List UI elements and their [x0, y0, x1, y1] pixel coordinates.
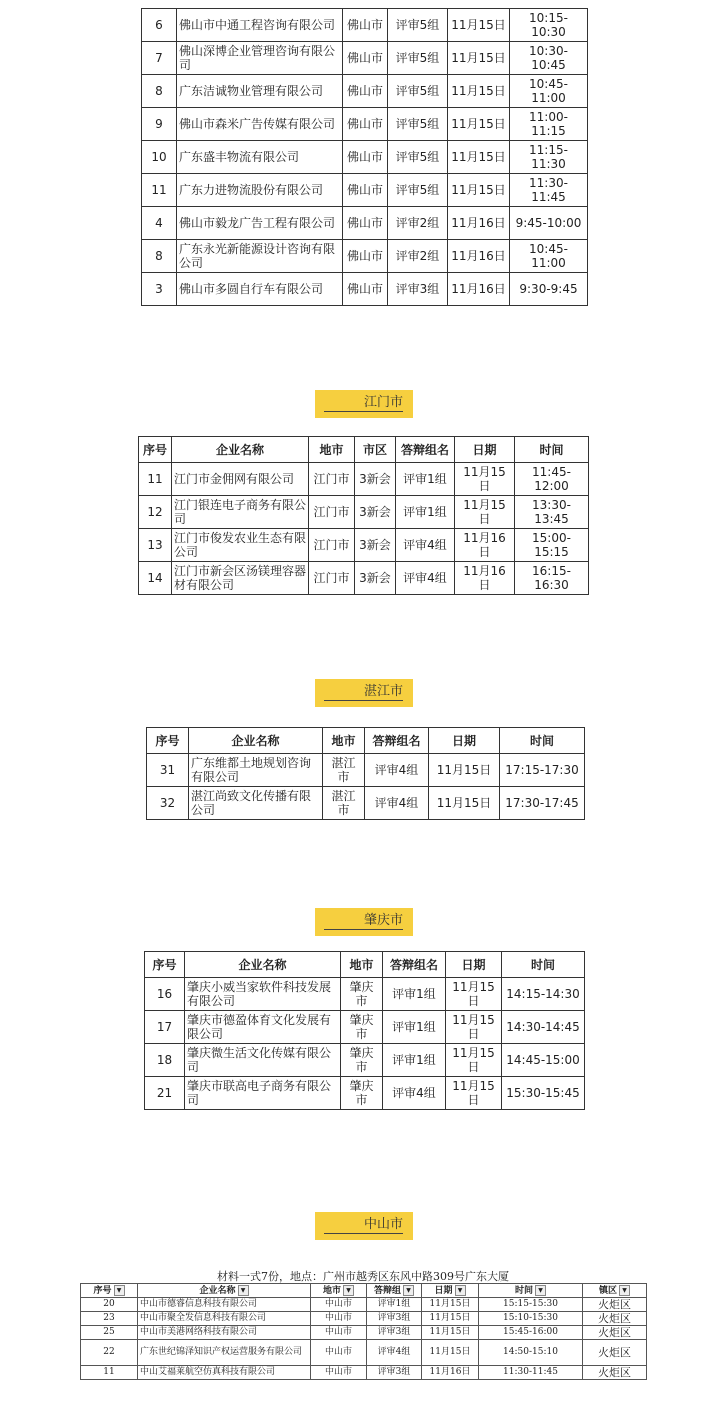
table-cell: 14:50-15:10: [479, 1340, 583, 1366]
table-cell: 评审2组: [388, 207, 448, 240]
company-name-cell: 中山艾福莱航空仿真科技有限公司: [138, 1366, 311, 1380]
column-header[interactable]: [422, 1284, 479, 1298]
table-cell: 15:45-16:00: [479, 1326, 583, 1340]
table-cell: 湛江市: [323, 754, 365, 787]
column-header-label: 时间: [539, 442, 564, 457]
zhongshan-caption: 材料一式7份，地点：广州市越秀区东风中路309号广东大厦: [217, 1270, 509, 1283]
city-label-text: 湛江市: [324, 683, 403, 701]
column-header-label: 地市: [322, 1285, 341, 1296]
city-label-text: 江门市: [324, 394, 403, 412]
table-row: [147, 787, 585, 820]
table-cell: 10: [142, 141, 177, 174]
column-header-label: 市区: [362, 442, 387, 457]
table-cell: 肇庆市: [341, 1044, 383, 1077]
column-header: [365, 728, 429, 754]
table-cell: 江门市: [309, 562, 355, 595]
table-cell: 9:45-10:00: [510, 207, 588, 240]
table-cell: 16:15-16:30: [515, 562, 589, 595]
column-header-label: 序号: [155, 733, 180, 748]
table-cell: 评审3组: [367, 1326, 422, 1340]
table-cell: 23: [81, 1312, 138, 1326]
table-row: [81, 1298, 647, 1312]
table-cell: 11月15日: [448, 9, 510, 42]
table-cell: 12: [139, 496, 172, 529]
company-name-cell: 广东世纪锦泽知识产权运营服务有限公司: [138, 1340, 311, 1366]
column-header-label: 序号: [152, 957, 177, 972]
table-row: [142, 207, 588, 240]
company-name-cell: 江门市金佣网有限公司: [172, 463, 309, 496]
table-cell: 11月15日: [448, 42, 510, 75]
table-cell: 佛山市: [343, 207, 388, 240]
table-cell: 15:30-15:45: [502, 1077, 585, 1110]
table-cell: 11月15日: [422, 1326, 479, 1340]
table-cell: 江门市: [309, 463, 355, 496]
table-cell: 评审5组: [388, 9, 448, 42]
table-cell: 17:15-17:30: [500, 754, 585, 787]
column-header-label: 日期: [461, 957, 486, 972]
city-label-text: 中山市: [324, 1216, 403, 1234]
table-cell: 肇庆市: [341, 978, 383, 1011]
column-header: [309, 437, 355, 463]
table-cell: 火炬区: [583, 1312, 647, 1326]
table-row: [81, 1312, 647, 1326]
column-header: [189, 728, 323, 754]
table-cell: 评审5组: [388, 42, 448, 75]
column-header-label: 日期: [472, 442, 497, 457]
company-name-cell: 肇庆小威当家软件科技发展有限公司: [185, 978, 341, 1011]
table-row: [81, 1340, 647, 1366]
table-cell: 评审1组: [383, 978, 446, 1011]
table-row: [147, 754, 585, 787]
column-header-label: 序号: [142, 442, 167, 457]
table-cell: 17:30-17:45: [500, 787, 585, 820]
table-row: [145, 1011, 585, 1044]
table-cell: 16: [145, 978, 185, 1011]
column-header-label: 企业名称: [238, 957, 287, 972]
table-cell: 15:00-15:15: [515, 529, 589, 562]
company-name-cell: 佛山市多圆自行车有限公司: [177, 273, 343, 306]
table-cell: 15:15-15:30: [479, 1298, 583, 1312]
table-cell: 11月15日: [448, 174, 510, 207]
table-cell: 中山市: [311, 1326, 367, 1340]
table-cell: 11月15日: [448, 75, 510, 108]
column-header-label: 企业名称: [215, 442, 264, 457]
table-row: [142, 75, 588, 108]
column-header-label: 企业名称: [199, 1285, 236, 1296]
table-cell: 10:45-11:00: [510, 75, 588, 108]
table-cell: 3新会: [355, 562, 396, 595]
table-cell: 11: [139, 463, 172, 496]
table-cell: 佛山市: [343, 75, 388, 108]
table-cell: 评审4组: [365, 787, 429, 820]
filter-dropdown-icon[interactable]: ▼: [343, 1285, 354, 1296]
table-cell: 湛江市: [323, 787, 365, 820]
table-cell: 评审5组: [388, 75, 448, 108]
column-header[interactable]: [138, 1284, 311, 1298]
table-cell: 评审3组: [367, 1312, 422, 1326]
company-name-cell: 中山市美港网络科技有限公司: [138, 1326, 311, 1340]
column-header: [172, 437, 309, 463]
table-cell: 江门市: [309, 496, 355, 529]
table-cell: 3新会: [355, 529, 396, 562]
table-cell: 江门市: [309, 529, 355, 562]
column-header: [515, 437, 589, 463]
table-row: [142, 273, 588, 306]
zhaoqing-table: [144, 951, 585, 1110]
table-cell: 11月15日: [422, 1298, 479, 1312]
table-row: [142, 9, 588, 42]
column-header-label: 日期: [434, 1285, 453, 1296]
company-name-cell: 肇庆市联高电子商务有限公司: [185, 1077, 341, 1110]
column-header[interactable]: [479, 1284, 583, 1298]
jiangmen-table: [138, 436, 589, 595]
table-cell: 佛山市: [343, 273, 388, 306]
company-name-cell: 广东洁诚物业管理有限公司: [177, 75, 343, 108]
table-cell: 火炬区: [583, 1326, 647, 1340]
column-header: [396, 437, 455, 463]
column-header-label: 时间: [530, 957, 555, 972]
column-header: [355, 437, 396, 463]
column-header-label: 答辩组名: [400, 442, 449, 457]
company-name-cell: 佛山市森米广告传媒有限公司: [177, 108, 343, 141]
column-header-label: 时间: [514, 1285, 533, 1296]
column-header[interactable]: [367, 1284, 422, 1298]
table-cell: 11月15日: [455, 463, 515, 496]
table-cell: 中山市: [311, 1312, 367, 1326]
table-row: [142, 141, 588, 174]
table-cell: 火炬区: [583, 1366, 647, 1380]
table-cell: 13:30-13:45: [515, 496, 589, 529]
table-cell: 3: [142, 273, 177, 306]
table-cell: 评审3组: [367, 1366, 422, 1380]
company-name-cell: 肇庆微生活文化传媒有限公司: [185, 1044, 341, 1077]
table-cell: 11月15日: [446, 978, 502, 1011]
table-cell: 11月15日: [448, 108, 510, 141]
column-header: [455, 437, 515, 463]
table-cell: 评审4组: [396, 562, 455, 595]
table-row: [142, 42, 588, 75]
table-cell: 肇庆市: [341, 1077, 383, 1110]
table-cell: 7: [142, 42, 177, 75]
filter-dropdown-icon[interactable]: ▼: [114, 1285, 125, 1296]
table-row: [81, 1366, 647, 1380]
table-cell: 11月16日: [455, 529, 515, 562]
column-header-label: 时间: [529, 733, 554, 748]
table-row: [81, 1326, 647, 1340]
table-cell: 佛山市: [343, 240, 388, 273]
company-name-cell: 广东盛丰物流有限公司: [177, 141, 343, 174]
company-name-cell: 中山市德睿信息科技有限公司: [138, 1298, 311, 1312]
column-header: [429, 728, 500, 754]
table-cell: 评审1组: [383, 1044, 446, 1077]
table-cell: 8: [142, 240, 177, 273]
table-cell: 评审3组: [388, 273, 448, 306]
table-cell: 中山市: [311, 1298, 367, 1312]
city-label-jiangmen: [315, 390, 413, 418]
table-cell: 评审5组: [388, 174, 448, 207]
company-name-cell: 江门市新会区汤镁理容器材有限公司: [172, 562, 309, 595]
table-cell: 中山市: [311, 1340, 367, 1366]
table-cell: 11月16日: [448, 273, 510, 306]
table-cell: 11月15日: [429, 787, 500, 820]
column-header: [446, 952, 502, 978]
table-cell: 11:30-11:45: [479, 1366, 583, 1380]
table-row: [142, 174, 588, 207]
column-header-label: 序号: [93, 1285, 112, 1296]
table-cell: 10:15-10:30: [510, 9, 588, 42]
table-cell: 11月15日: [422, 1312, 479, 1326]
column-header[interactable]: [583, 1284, 647, 1298]
table-cell: 评审4组: [365, 754, 429, 787]
table-cell: 18: [145, 1044, 185, 1077]
table-cell: 22: [81, 1340, 138, 1366]
table-cell: 11月15日: [446, 1077, 502, 1110]
column-header: [139, 437, 172, 463]
table-cell: 11月15日: [446, 1044, 502, 1077]
city-label-zhongshan: [315, 1212, 413, 1240]
table-cell: 8: [142, 75, 177, 108]
table-cell: 10:30-10:45: [510, 42, 588, 75]
table-cell: 11月15日: [422, 1340, 479, 1366]
filter-dropdown-icon[interactable]: ▼: [535, 1285, 546, 1296]
company-name-cell: 江门银连电子商务有限公司: [172, 496, 309, 529]
table-cell: 11:30-11:45: [510, 174, 588, 207]
table-cell: 评审2组: [388, 240, 448, 273]
table-cell: 14:45-15:00: [502, 1044, 585, 1077]
table-cell: 佛山市: [343, 9, 388, 42]
company-name-cell: 中山市聚全发信息科技有限公司: [138, 1312, 311, 1326]
column-header: [323, 728, 365, 754]
table-cell: 评审1组: [396, 463, 455, 496]
table-cell: 佛山市: [343, 174, 388, 207]
column-header: [147, 728, 189, 754]
table-row: [145, 1044, 585, 1077]
table-cell: 佛山市: [343, 42, 388, 75]
table-row: [142, 240, 588, 273]
table-cell: 11:15-11:30: [510, 141, 588, 174]
column-header: [500, 728, 585, 754]
table-cell: 评审4组: [383, 1077, 446, 1110]
table-cell: 21: [145, 1077, 185, 1110]
zhanjiang-table: [146, 727, 585, 820]
table-cell: 11月16日: [422, 1366, 479, 1380]
column-header-label: 答辩组名: [372, 733, 421, 748]
table-cell: 17: [145, 1011, 185, 1044]
city-label-zhaoqing: [315, 908, 413, 936]
table-cell: 11: [81, 1366, 138, 1380]
table-cell: 25: [81, 1326, 138, 1340]
table-cell: 20: [81, 1298, 138, 1312]
column-header: [383, 952, 446, 978]
column-header-label: 地市: [319, 442, 344, 457]
column-header-label: 答辩组名: [389, 957, 438, 972]
company-name-cell: 佛山市毅龙广告工程有限公司: [177, 207, 343, 240]
filter-dropdown-icon[interactable]: ▼: [619, 1285, 630, 1296]
table-cell: 评审5组: [388, 141, 448, 174]
table-cell: 火炬区: [583, 1298, 647, 1312]
table-cell: 评审5组: [388, 108, 448, 141]
column-header-label: 日期: [451, 733, 476, 748]
table-cell: 佛山市: [343, 108, 388, 141]
table-cell: 10:45-11:00: [510, 240, 588, 273]
table-cell: 14:15-14:30: [502, 978, 585, 1011]
company-name-cell: 广东维都土地规划咨询有限公司: [189, 754, 323, 787]
table-cell: 11月15日: [455, 496, 515, 529]
column-header-label: 企业名称: [231, 733, 280, 748]
table-cell: 11月15日: [429, 754, 500, 787]
filter-dropdown-icon[interactable]: ▼: [455, 1285, 466, 1296]
table-row: [145, 978, 585, 1011]
table-row: [139, 562, 589, 595]
column-header-label: 地市: [331, 733, 356, 748]
column-header: [341, 952, 383, 978]
column-header-label: 答辩组: [373, 1285, 401, 1296]
table-cell: 11:45-12:00: [515, 463, 589, 496]
table-cell: 11月16日: [455, 562, 515, 595]
table-cell: 4: [142, 207, 177, 240]
column-header-label: 镇区: [598, 1285, 617, 1296]
column-header[interactable]: [81, 1284, 138, 1298]
column-header: [185, 952, 341, 978]
table-cell: 11月16日: [448, 207, 510, 240]
table-cell: 31: [147, 754, 189, 787]
table-cell: 13: [139, 529, 172, 562]
table-cell: 火炬区: [583, 1340, 647, 1366]
column-header: [502, 952, 585, 978]
company-name-cell: 佛山深博企业管理咨询有限公司: [177, 42, 343, 75]
column-header-label: 地市: [349, 957, 374, 972]
table-cell: 6: [142, 9, 177, 42]
column-header: [145, 952, 185, 978]
table-row: [145, 1077, 585, 1110]
table-cell: 3新会: [355, 496, 396, 529]
company-name-cell: 湛江尚致文化传播有限公司: [189, 787, 323, 820]
table-cell: 评审1组: [396, 496, 455, 529]
table-row: [139, 463, 589, 496]
table-cell: 32: [147, 787, 189, 820]
table-cell: 14: [139, 562, 172, 595]
table-cell: 9: [142, 108, 177, 141]
table-cell: 中山市: [311, 1366, 367, 1380]
company-name-cell: 江门市俊发农业生态有限公司: [172, 529, 309, 562]
company-name-cell: 广东永光新能源设计咨询有限公司: [177, 240, 343, 273]
table-row: [139, 529, 589, 562]
table-cell: 15:10-15:30: [479, 1312, 583, 1326]
table-cell: 评审4组: [367, 1340, 422, 1366]
table-cell: 评审1组: [367, 1298, 422, 1312]
column-header[interactable]: [311, 1284, 367, 1298]
table-cell: 11月16日: [448, 240, 510, 273]
table-cell: 评审1组: [383, 1011, 446, 1044]
table-cell: 14:30-14:45: [502, 1011, 585, 1044]
city-label-text: 肇庆市: [324, 912, 403, 930]
table-row: [139, 496, 589, 529]
table-cell: 3新会: [355, 463, 396, 496]
table-cell: 11:00-11:15: [510, 108, 588, 141]
table-row: [142, 108, 588, 141]
filter-dropdown-icon[interactable]: ▼: [238, 1285, 249, 1296]
table-cell: 11月15日: [448, 141, 510, 174]
table-cell: 佛山市: [343, 141, 388, 174]
city-label-zhanjiang: [315, 679, 413, 707]
foshan-table: [141, 8, 588, 306]
table-cell: 11月15日: [446, 1011, 502, 1044]
filter-dropdown-icon[interactable]: ▼: [403, 1285, 414, 1296]
table-cell: 9:30-9:45: [510, 273, 588, 306]
company-name-cell: 佛山市中通工程咨询有限公司: [177, 9, 343, 42]
zhongshan-table: [80, 1283, 647, 1380]
table-cell: 11: [142, 174, 177, 207]
company-name-cell: 肇庆市德盈体育文化发展有限公司: [185, 1011, 341, 1044]
table-cell: 评审4组: [396, 529, 455, 562]
table-cell: 肇庆市: [341, 1011, 383, 1044]
company-name-cell: 广东力进物流股份有限公司: [177, 174, 343, 207]
